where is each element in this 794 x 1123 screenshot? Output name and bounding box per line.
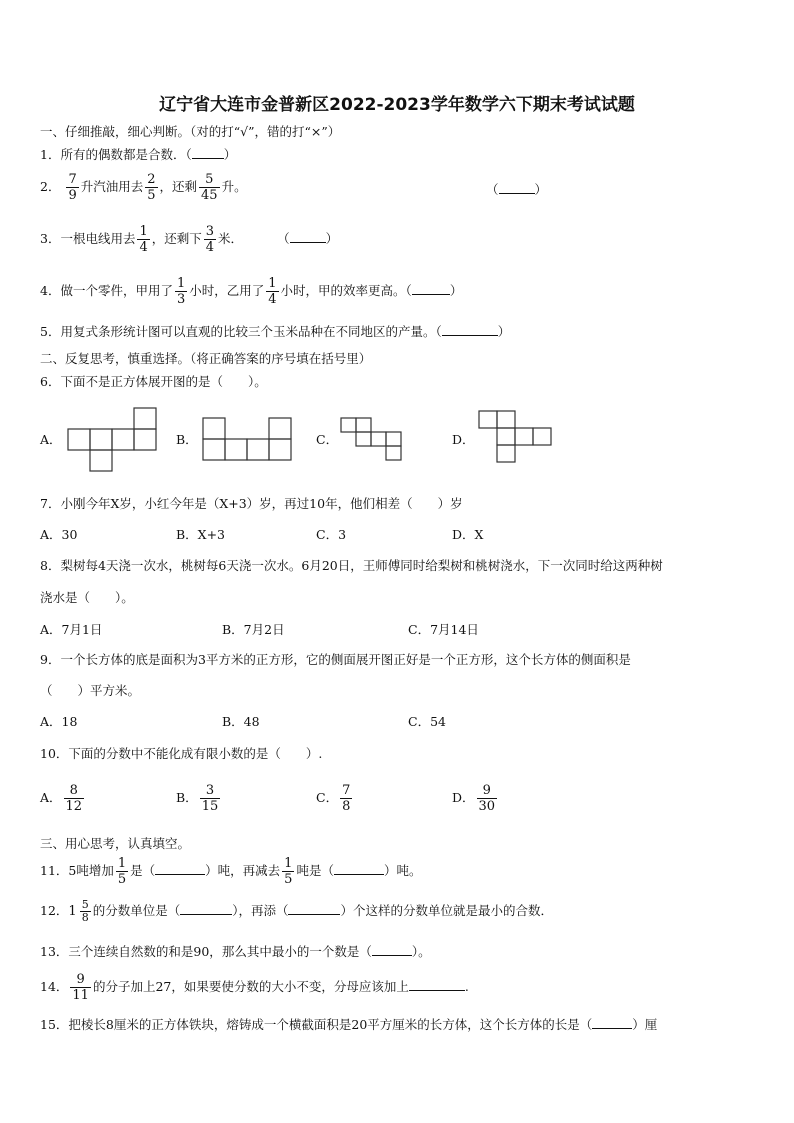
net-square xyxy=(269,439,291,460)
cube-net-c xyxy=(341,418,403,462)
section-heading-1: 一、仔细推敲，细心判断。（对的打“√”，错的打“×”） xyxy=(40,124,341,139)
net-square xyxy=(479,411,497,428)
answer-blank[interactable] xyxy=(180,902,232,915)
option-a[interactable]: A．30 xyxy=(40,527,78,542)
question-text: 小刚今年X岁，小红今年是（X+3）岁，再过10年，他们相差（ ）岁 xyxy=(60,496,463,511)
answer-blank[interactable] xyxy=(290,230,326,243)
question-text: ，还剩下 xyxy=(151,231,202,246)
net-square xyxy=(497,445,515,462)
option-d[interactable]: D．X xyxy=(452,527,484,542)
net-square xyxy=(497,411,515,428)
question-5: 5．用复式条形统计图可以直观的比较三个玉米品种在不同地区的产量。（ ） xyxy=(40,324,511,339)
question-text: ）厘 xyxy=(632,1017,658,1032)
option-c[interactable]: C．7月14日 xyxy=(408,622,479,637)
fraction: $\frac{1}{5}$ xyxy=(117,856,127,887)
net-square xyxy=(269,418,291,439)
option-c[interactable]: C． $\frac{7}{8}$ xyxy=(316,783,351,814)
question-number: 12． xyxy=(40,903,69,918)
question-text: 吨是（ xyxy=(296,863,334,878)
option-b[interactable]: B． xyxy=(176,432,198,447)
net-square xyxy=(386,432,401,446)
question-15 xyxy=(40,1016,657,1033)
question-11 xyxy=(40,856,421,887)
question-number: 1． xyxy=(40,147,61,162)
option-a[interactable]: A． $\frac{8}{12}$ xyxy=(40,783,83,814)
question-number: 9． xyxy=(40,652,61,667)
answer-blank[interactable] xyxy=(192,146,224,159)
answer-blank[interactable] xyxy=(288,902,340,915)
question-text: 小时，甲的效率更高。（ xyxy=(280,283,412,298)
question-number: 10． xyxy=(40,746,69,761)
mixed-number: 1 $\frac{5}{8}$ xyxy=(68,898,89,924)
question-1 xyxy=(40,146,236,163)
question-text: 下面不是正方体展开图的是（ ）。 xyxy=(60,374,267,389)
question-2 xyxy=(40,172,247,203)
question-10 xyxy=(40,746,322,762)
fraction: $\frac{1}{4}$ xyxy=(268,276,277,307)
answer-blank[interactable] xyxy=(155,862,205,875)
answer-blank[interactable] xyxy=(499,181,535,194)
net-square xyxy=(90,450,112,471)
option-d[interactable]: D． xyxy=(452,432,475,447)
question-text: 所有的偶数都是合数．（ xyxy=(60,147,192,162)
net-square xyxy=(247,439,269,460)
question-text: 一根电线用去 xyxy=(60,231,136,246)
question-text: 三个连续自然数的和是90，那么其中最小的一个数是（ xyxy=(68,944,372,959)
question-number: 13． xyxy=(40,944,69,959)
fraction: $\frac{1}{4}$ xyxy=(139,224,148,255)
net-square xyxy=(386,446,401,460)
question-number: 2． xyxy=(40,179,61,194)
fraction: $\frac{3}{15}$ xyxy=(201,783,219,814)
page-title: 辽宁省大连市金普新区2022-2023学年数学六下期末考试试题 xyxy=(159,95,635,115)
question-text: 升汽油用去 xyxy=(80,179,144,194)
fraction: $\frac{9}{11}$ xyxy=(72,972,89,1003)
question-text: 升。 xyxy=(221,179,247,194)
answer-blank[interactable] xyxy=(442,323,498,336)
question-3: 3．一根电线用去 $\frac{1}{4}$ ，还剩下 $\frac{3}{4}$ 米． （ ） xyxy=(40,224,339,255)
question-12 xyxy=(40,899,553,924)
cube-net-b xyxy=(203,418,295,464)
net-square xyxy=(203,418,225,439)
net-square xyxy=(225,439,247,460)
answer-blank[interactable] xyxy=(592,1016,632,1029)
question-text: ）。 xyxy=(411,944,431,959)
question-text: 一个长方体的底是面积为3平方米的正方形，它的侧面展开图正好是一个正方形，这个长方体的侧面积是 xyxy=(60,652,631,667)
option-b[interactable]: B． $\frac{3}{15}$ xyxy=(176,783,219,814)
question-number: 8． xyxy=(40,558,61,573)
question-text: 做一个零件，甲用了 xyxy=(60,283,173,298)
question-text: ），再添（ xyxy=(232,903,289,918)
fraction: $\frac{3}{4}$ xyxy=(205,224,215,255)
option-a[interactable]: A．7月1日 xyxy=(40,622,103,637)
net-square xyxy=(497,428,515,445)
question-text: 用复式条形统计图可以直观的比较三个玉米品种在不同地区的产量。（ xyxy=(60,324,442,339)
question-text: ）吨，再减去 xyxy=(205,863,281,878)
fraction: $\frac{5}{45}$ xyxy=(201,172,218,203)
option-d[interactable]: D． $\frac{9}{30}$ xyxy=(452,783,496,814)
question-9 xyxy=(40,652,631,668)
question-number: 5． xyxy=(40,324,61,339)
question-7 xyxy=(40,496,463,512)
question-text: 米． xyxy=(218,231,244,246)
option-a[interactable]: A． xyxy=(40,432,62,447)
net-square xyxy=(356,418,371,432)
question-text: 梨树每4天浇一次水，桃树每6天浇一次水。6月20日，王师傅同时给梨树和桃树浇水，下一次同时给这两种树 xyxy=(60,558,663,573)
net-square xyxy=(356,432,371,446)
option-b[interactable]: B．X+3 xyxy=(176,527,226,542)
option-c[interactable]: C．54 xyxy=(408,714,446,729)
question-number: 7． xyxy=(40,496,61,511)
question-text: . xyxy=(464,979,469,994)
question-8 xyxy=(40,558,663,574)
question-text: ）吨。 xyxy=(383,863,422,878)
fraction: $\frac{1}{5}$ xyxy=(284,856,293,887)
fraction: $\frac{1}{3}$ xyxy=(176,276,186,307)
net-square xyxy=(515,428,533,445)
question-text: 5吨增加 xyxy=(68,863,114,878)
fraction: $\frac{9}{30}$ xyxy=(478,783,496,814)
question-8-continued: 浇水是（ ）。 xyxy=(40,590,134,605)
fraction: $\frac{8}{12}$ xyxy=(65,783,83,814)
fraction: $\frac{2}{5}$ xyxy=(147,172,156,203)
net-square xyxy=(134,408,156,429)
option-c[interactable]: C．3 xyxy=(316,527,347,542)
section-heading-2: 二、反复思考，慎重选择。（将正确答案的序号填在括号里） xyxy=(40,351,372,366)
question-4: 4．做一个零件，甲用了 $\frac{1}{3}$ 小时，乙用了 $\frac{1}{4}$ 小时，甲的效率更高。（ ） xyxy=(40,276,463,307)
question-text: 把棱长8厘米的正方体铁块，熔铸成一个横截面积是20平方厘米的长方体，这个长方体的长是（ xyxy=(68,1017,593,1032)
answer-paren: （ ） xyxy=(486,182,548,197)
fraction: $\frac{7}{9}$ xyxy=(68,172,77,203)
option-c[interactable]: C． xyxy=(316,432,339,447)
question-number: 14． xyxy=(40,979,69,994)
question-text: 的分子加上27，如果要使分数的大小不变，分母应该加上 xyxy=(92,979,409,994)
question-6 xyxy=(40,374,267,390)
net-square xyxy=(134,429,156,450)
question-text: 小时，乙用了 xyxy=(189,283,265,298)
question-number: 4． xyxy=(40,283,61,298)
question-text: 是（ xyxy=(130,863,156,878)
answer-blank[interactable] xyxy=(334,862,384,875)
question-text: ）个这样的分数单位就是最小的合数． xyxy=(340,903,553,918)
question-number: 15． xyxy=(40,1017,69,1032)
question-14 xyxy=(40,972,469,1003)
net-square xyxy=(341,418,356,432)
net-square xyxy=(533,428,551,445)
net-square xyxy=(90,429,112,450)
cube-net-d xyxy=(479,411,553,467)
question-number: 3． xyxy=(40,231,61,246)
question-text: 下面的分数中不能化成有限小数的是（ ）. xyxy=(68,746,323,761)
question-text: ，还剩 xyxy=(159,179,198,194)
section-heading-3: 三、用心思考，认真填空。 xyxy=(40,836,191,851)
net-square xyxy=(371,432,386,446)
paren-close: ） xyxy=(223,147,237,162)
question-text: 的分数单位是（ xyxy=(92,903,181,918)
answer-blank[interactable] xyxy=(412,282,450,295)
option-a[interactable]: A．18 xyxy=(40,714,78,729)
question-9-continued: （ ）平方米。 xyxy=(40,683,141,698)
fraction: $\frac{7}{8}$ xyxy=(342,783,351,814)
cube-net-a xyxy=(68,408,158,472)
answer-blank[interactable] xyxy=(372,943,412,956)
option-b[interactable]: B．7月2日 xyxy=(222,622,285,637)
question-number: 6． xyxy=(40,374,61,389)
answer-blank[interactable] xyxy=(409,978,465,991)
net-square xyxy=(203,439,225,460)
option-b[interactable]: B．48 xyxy=(222,714,260,729)
question-13 xyxy=(40,943,431,960)
net-square xyxy=(68,429,90,450)
question-number: 11． xyxy=(40,863,69,878)
net-square xyxy=(112,429,134,450)
